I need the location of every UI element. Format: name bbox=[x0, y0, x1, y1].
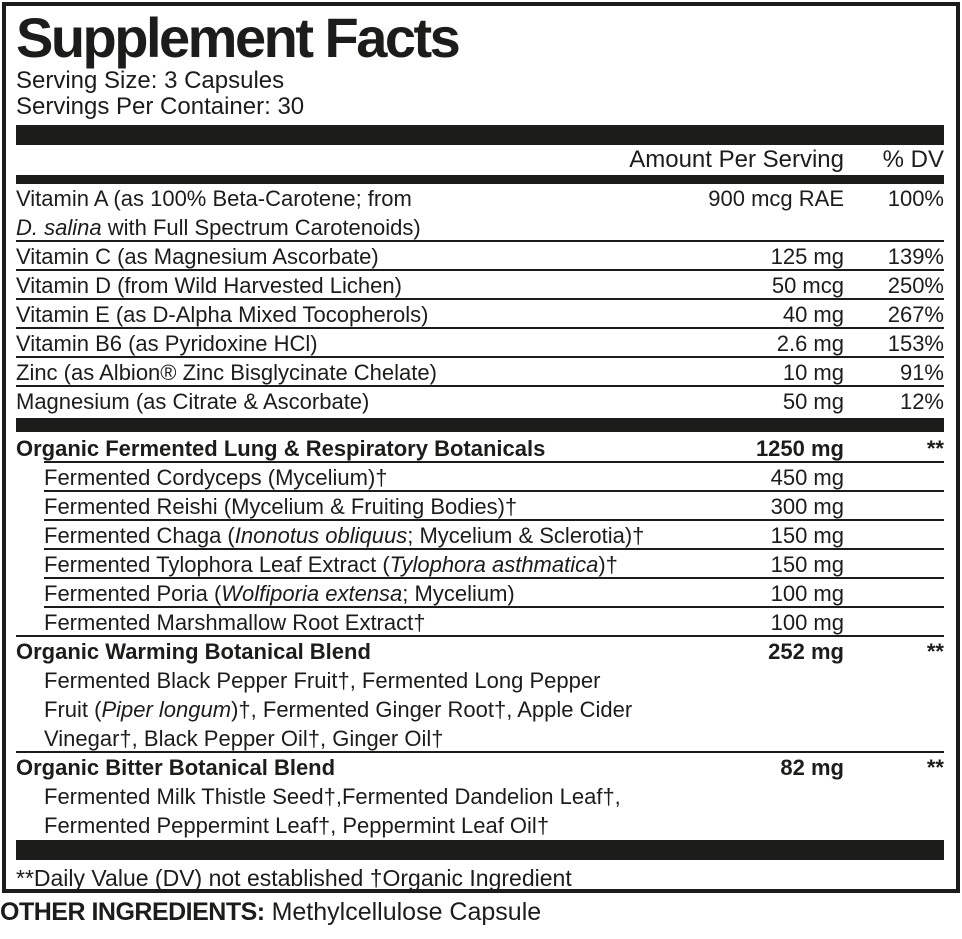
blend-ingredients-note bbox=[16, 782, 944, 840]
dv-value: 153% bbox=[887, 331, 944, 356]
ingredient-name bbox=[16, 579, 694, 608]
ingredient-text-line bbox=[16, 753, 694, 782]
dv-value: 139% bbox=[887, 244, 944, 269]
ingredient-text-line bbox=[16, 358, 694, 387]
amount-value: 125 mg bbox=[770, 244, 844, 269]
amount-value: 40 mg bbox=[782, 302, 844, 327]
ingredient-name bbox=[16, 271, 694, 300]
serving-size-text: Serving Size: 3 Capsules bbox=[16, 67, 285, 94]
table-row bbox=[16, 608, 944, 637]
text-segment: ; Mycelium) bbox=[402, 581, 515, 606]
text-segment: Zinc (as Albion® Zinc Bisglycinate Chelate) bbox=[16, 360, 437, 385]
ingredient-name bbox=[16, 184, 694, 242]
text-segment: Organic Warming Botanical Blend bbox=[16, 639, 371, 664]
ingredient-name bbox=[16, 492, 694, 521]
ingredient-name bbox=[16, 550, 694, 579]
table-row bbox=[16, 242, 944, 271]
blend-ingredients-note bbox=[16, 666, 944, 753]
amount-value: 100 mg bbox=[770, 581, 844, 606]
amount-value: 900 mcg RAE bbox=[708, 186, 844, 211]
amount-column-header: Amount Per Serving bbox=[629, 146, 844, 173]
text-segment: )† bbox=[598, 552, 618, 577]
page-title: Supplement Facts bbox=[16, 6, 459, 69]
text-segment: Magnesium (as Citrate & Ascorbate) bbox=[16, 389, 370, 414]
ingredient-name bbox=[16, 387, 694, 416]
text-segment: Fermented Peppermint Leaf†, Peppermint Leaf Oil† bbox=[44, 813, 550, 838]
text-segment: ; Mycelium & Sclerotia)† bbox=[407, 523, 645, 548]
amount-value: 150 mg bbox=[770, 552, 844, 577]
ingredient-text-line bbox=[44, 608, 694, 637]
ingredient-text-line bbox=[16, 184, 694, 213]
text-segment: Fermented Poria ( bbox=[44, 581, 222, 606]
amount-value: 252 mg bbox=[768, 639, 844, 664]
ingredient-name bbox=[16, 608, 694, 637]
ingredient-name bbox=[16, 434, 694, 463]
table-row bbox=[16, 184, 944, 242]
text-segment: Fruit ( bbox=[44, 697, 102, 722]
amount-value: 10 mg bbox=[782, 360, 844, 385]
amount-value: 82 mg bbox=[780, 755, 844, 780]
table-row bbox=[16, 463, 944, 492]
species-name-italic: Inonotus obliquus bbox=[234, 523, 408, 548]
ingredient-text-line bbox=[44, 782, 944, 811]
text-segment: Vinegar†, Black Pepper Oil†, Ginger Oil† bbox=[44, 726, 444, 751]
supplement-facts-panel bbox=[2, 2, 960, 893]
ingredient-name bbox=[16, 637, 694, 666]
text-segment: Fermented Reishi (Mycelium & Fruiting Bodies)† bbox=[44, 494, 518, 519]
text-segment: Vitamin E (as D-Alpha Mixed Tocopherols) bbox=[16, 302, 429, 327]
dv-value: 267% bbox=[887, 302, 944, 327]
species-name-italic: Piper longum bbox=[101, 697, 232, 722]
section-divider-bar bbox=[16, 418, 944, 432]
other-ingredients-line bbox=[0, 897, 541, 927]
ingredient-text-line bbox=[44, 492, 694, 521]
ingredient-name bbox=[16, 300, 694, 329]
amount-value: 50 mcg bbox=[771, 273, 844, 298]
ingredient-name bbox=[16, 521, 694, 550]
text-segment: Vitamin A (as 100% Beta-Carotene; from bbox=[16, 186, 412, 211]
amount-value: 2.6 mg bbox=[776, 331, 844, 356]
table-row bbox=[16, 550, 944, 579]
species-name-italic: Tylophora asthmatica bbox=[389, 552, 599, 577]
table-row bbox=[16, 387, 944, 416]
ingredient-name bbox=[16, 358, 694, 387]
text-segment: Fermented Marshmallow Root Extract† bbox=[44, 610, 426, 635]
ingredient-text-line bbox=[16, 271, 694, 300]
ingredient-text-line bbox=[44, 463, 694, 492]
ingredient-text-line bbox=[44, 521, 694, 550]
text-segment: Organic Fermented Lung & Respiratory Botanicals bbox=[16, 436, 546, 461]
text-segment: Vitamin B6 (as Pyridoxine HCl) bbox=[16, 331, 318, 356]
table-row bbox=[16, 329, 944, 358]
ingredient-text-line bbox=[16, 329, 694, 358]
ingredient-text-line bbox=[16, 242, 694, 271]
ingredient-text-line bbox=[44, 724, 944, 753]
dv-value: ** bbox=[926, 755, 944, 780]
header-divider-bar bbox=[16, 175, 944, 184]
nutrition-table bbox=[16, 184, 944, 840]
ingredient-text-line bbox=[44, 811, 944, 840]
dv-value: 100% bbox=[887, 186, 944, 211]
ingredient-name bbox=[16, 329, 694, 358]
other-ingredients-value: Methylcellulose Capsule bbox=[264, 898, 542, 926]
species-name-italic: D. salina bbox=[16, 215, 102, 240]
ingredient-text-line bbox=[44, 579, 694, 608]
table-row bbox=[16, 358, 944, 387]
text-segment: Fermented Chaga ( bbox=[44, 523, 235, 548]
table-row bbox=[16, 753, 944, 782]
bottom-divider-bar bbox=[16, 840, 944, 860]
ingredient-text-line bbox=[16, 434, 694, 463]
ingredient-text-line bbox=[16, 213, 694, 242]
amount-value: 450 mg bbox=[770, 465, 844, 490]
text-segment: Fermented Milk Thistle Seed†,Fermented Dandelion Leaf†, bbox=[44, 784, 621, 809]
text-segment: )†, Fermented Ginger Root†, Apple Cider bbox=[231, 697, 633, 722]
top-divider-bar bbox=[16, 125, 944, 145]
text-segment: Vitamin D (from Wild Harvested Lichen) bbox=[16, 273, 402, 298]
text-segment: Organic Bitter Botanical Blend bbox=[16, 755, 336, 780]
text-segment: with Full Spectrum Carotenoids) bbox=[101, 215, 421, 240]
amount-value: 50 mg bbox=[782, 389, 844, 414]
dv-value: 250% bbox=[887, 273, 944, 298]
table-row bbox=[16, 271, 944, 300]
amount-value: 1250 mg bbox=[755, 436, 844, 461]
ingredient-text-line bbox=[44, 695, 944, 724]
ingredient-text-line bbox=[16, 387, 694, 416]
servings-per-container-text: Servings Per Container: 30 bbox=[16, 93, 305, 120]
amount-value: 150 mg bbox=[770, 523, 844, 548]
species-name-italic: Wolfiporia extensa bbox=[221, 581, 403, 606]
dv-value: ** bbox=[926, 436, 944, 461]
amount-value: 300 mg bbox=[770, 494, 844, 519]
daily-value-footnote: **Daily Value (DV) not established †Organic Ingredient bbox=[16, 865, 572, 891]
text-segment: Vitamin C (as Magnesium Ascorbate) bbox=[16, 244, 379, 269]
ingredient-name bbox=[16, 753, 694, 782]
ingredient-text-line bbox=[16, 637, 694, 666]
ingredient-text-line bbox=[16, 300, 694, 329]
other-ingredients-label: OTHER INGREDIENTS: bbox=[0, 898, 265, 926]
table-row bbox=[16, 492, 944, 521]
ingredient-text-line bbox=[44, 550, 694, 579]
text-segment: Fermented Tylophora Leaf Extract ( bbox=[44, 552, 390, 577]
column-header-row bbox=[16, 145, 944, 175]
text-segment: Fermented Cordyceps (Mycelium)† bbox=[44, 465, 388, 490]
text-segment: Fermented Black Pepper Fruit†, Fermented Long Pepper bbox=[44, 668, 601, 693]
table-row bbox=[16, 434, 944, 463]
dv-value: 12% bbox=[899, 389, 944, 414]
table-row bbox=[16, 637, 944, 666]
table-row bbox=[16, 579, 944, 608]
dv-value: ** bbox=[926, 639, 944, 664]
amount-value: 100 mg bbox=[770, 610, 844, 635]
ingredient-name bbox=[16, 463, 694, 492]
dv-column-header: % DV bbox=[882, 146, 944, 173]
table-row bbox=[16, 521, 944, 550]
dv-value: 91% bbox=[899, 360, 944, 385]
ingredient-name bbox=[16, 242, 694, 271]
table-row bbox=[16, 300, 944, 329]
ingredient-text-line bbox=[44, 666, 944, 695]
